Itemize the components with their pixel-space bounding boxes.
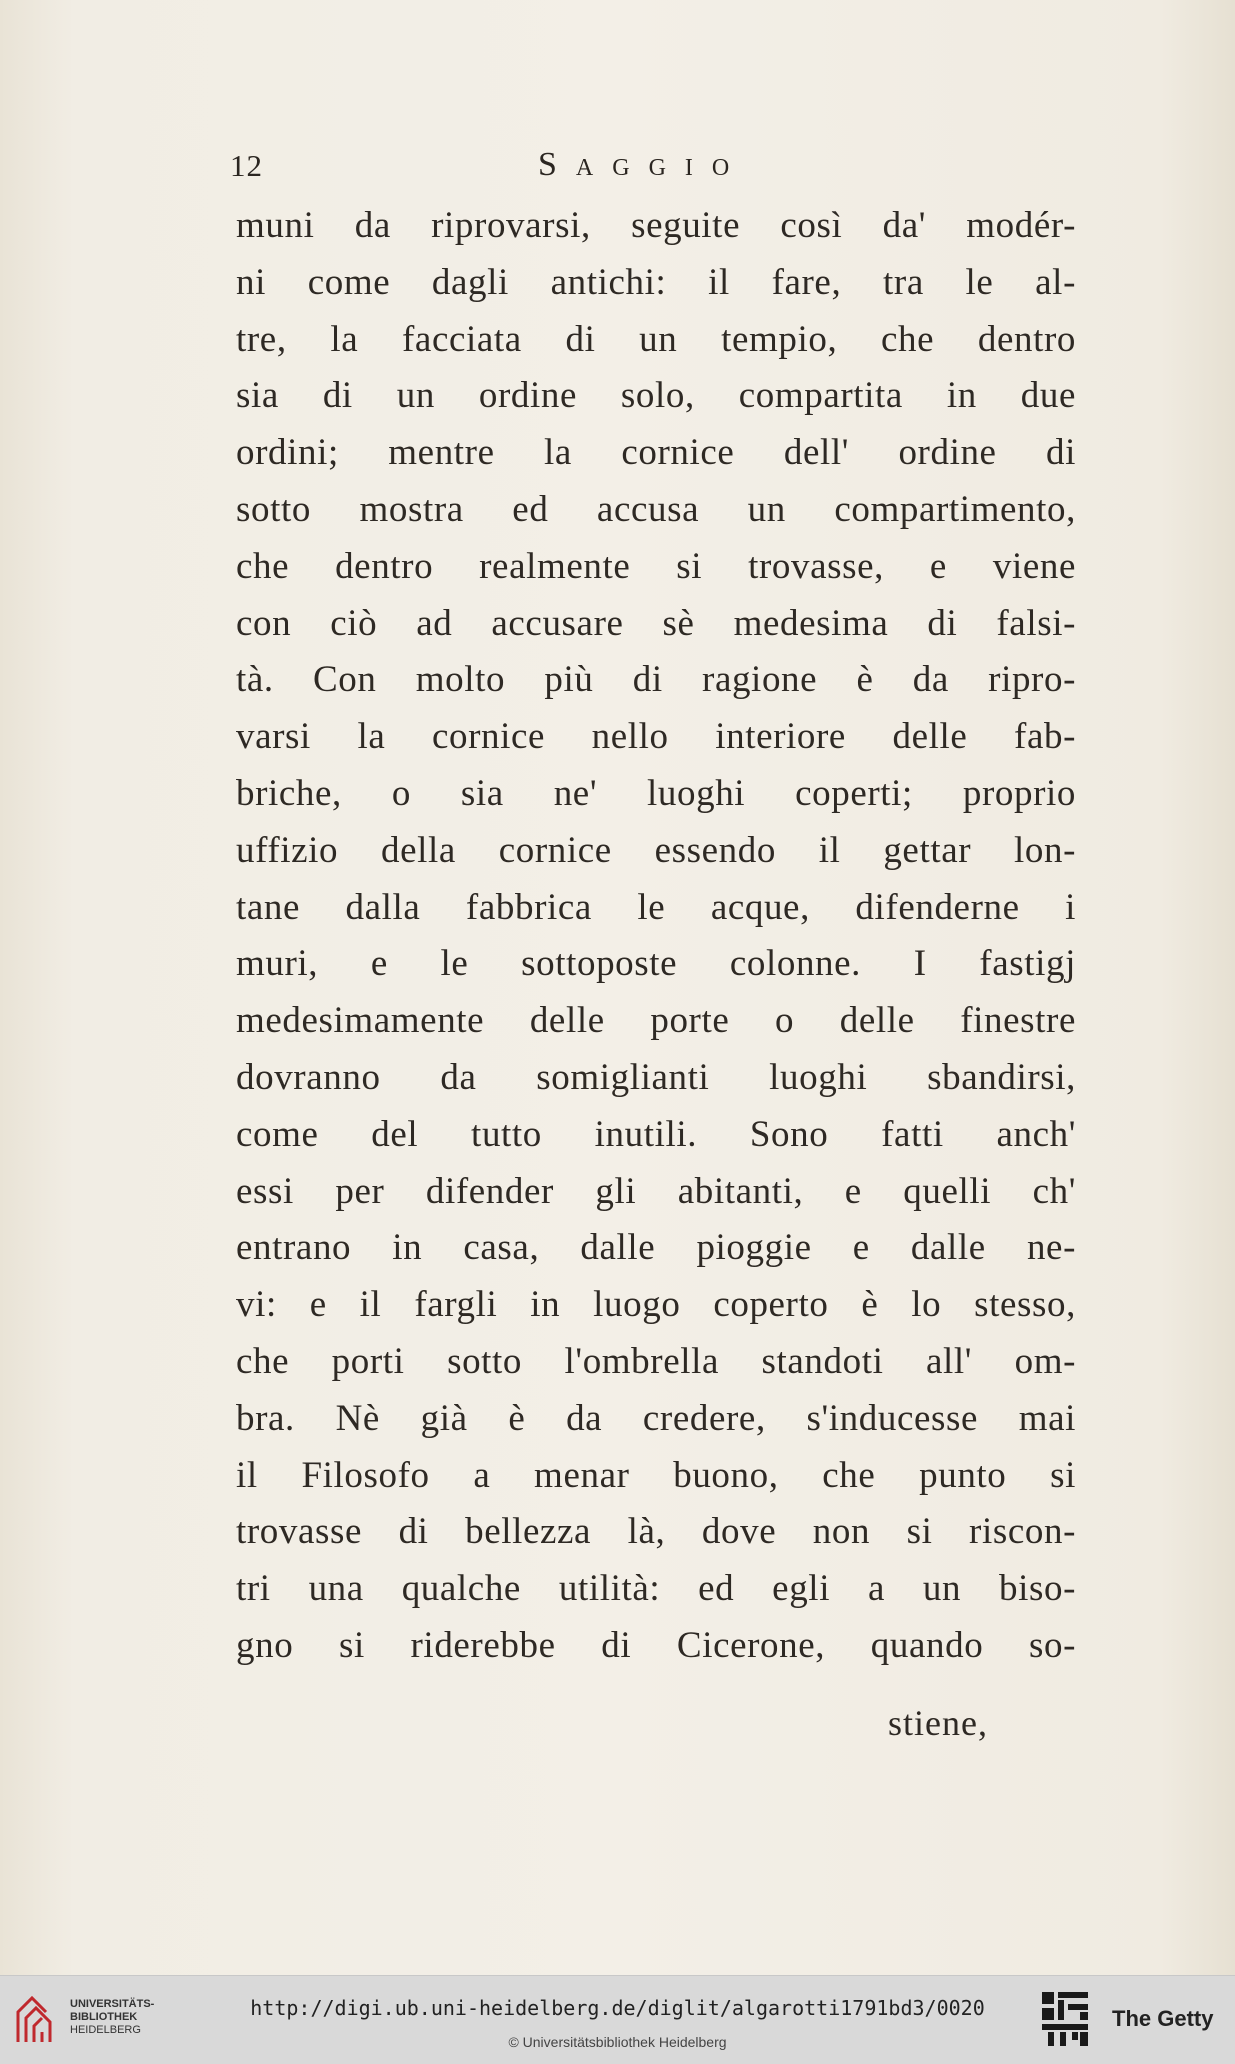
running-head <box>230 148 1090 188</box>
getty-logo-icon[interactable] <box>1040 1990 1092 2050</box>
body-text <box>236 198 1076 1675</box>
text-line: tane dalla fabbrica le acque, difenderne i <box>236 886 1076 928</box>
text-line: tre, la facciata di un tempio, che dentro <box>236 318 1076 360</box>
text-line: muni da riprovarsi, seguite così da' modér- <box>236 205 1076 246</box>
text-line: che porti sotto l'ombrella standoti all' om- <box>236 1340 1076 1382</box>
sponsor-name: The Getty <box>1112 2006 1214 2031</box>
text-line: ordini; mentre la cornice dell' ordine di <box>236 432 1076 474</box>
catchword: stiene, <box>888 1703 988 1743</box>
text-line: sotto mostra ed accusa un compartimento, <box>236 488 1076 530</box>
text-line: vi: e il fargli in luogo coperto è lo stesso, <box>236 1284 1076 1326</box>
text-line: entrano in casa, dalle pioggie e dalle ne- <box>236 1227 1076 1269</box>
text-line: bra. Nè già è da credere, s'inducesse mai <box>236 1397 1076 1439</box>
text-line: tri una qualche utilità: ed egli a un biso- <box>236 1568 1076 1610</box>
library-name-line: UNIVERSITÄTS- <box>70 1998 155 2010</box>
text-line: con ciò ad accusare sè medesima di falsi- <box>236 602 1076 644</box>
running-title: Saggio <box>538 146 749 183</box>
text-line: trovasse di bellezza là, dove non si riscon- <box>236 1511 1076 1553</box>
library-name-line: HEIDELBERG <box>70 2024 141 2036</box>
text-line: il Filosofo a menar buono, che punto si <box>236 1454 1076 1496</box>
text-line: gno si riderebbe di Cicerone, quando so- <box>236 1624 1076 1666</box>
text-line: che dentro realmente si trovasse, e viene <box>236 545 1076 587</box>
text-line: dovranno da somiglianti luoghi sbandirsi, <box>236 1056 1076 1098</box>
permalink-url[interactable]: http://digi.ub.uni-heidelberg.de/diglit/algarotti1791bd3/0020 <box>250 1996 985 2020</box>
footer-bar <box>0 1975 1235 2064</box>
library-name-line: BIBLIOTHEK <box>70 2011 138 2023</box>
copyright-notice: © Universitätsbibliothek Heidelberg <box>508 2034 727 2050</box>
text-line: varsi la cornice nello interiore delle fab- <box>236 716 1076 758</box>
text-line: tà. Con molto più di ragione è da ripro- <box>236 659 1076 701</box>
text-line: ni come dagli antichi: il fare, tra le al- <box>236 261 1076 303</box>
text-line: medesimamente delle porte o delle finestre <box>236 1000 1076 1042</box>
text-line: essi per difender gli abitanti, e quelli ch' <box>236 1170 1076 1212</box>
text-line: briche, o sia ne' luoghi coperti; proprio <box>236 772 1076 814</box>
text-line: muri, e le sottoposte colonne. I fastigj <box>236 943 1076 985</box>
text-line: come del tutto inutili. Sono fatti anch' <box>236 1113 1076 1155</box>
page-number: 12 <box>230 148 263 183</box>
text-line: uffizio della cornice essendo il gettar lon- <box>236 829 1076 871</box>
text-line: sia di un ordine solo, compartita in due <box>236 375 1076 417</box>
